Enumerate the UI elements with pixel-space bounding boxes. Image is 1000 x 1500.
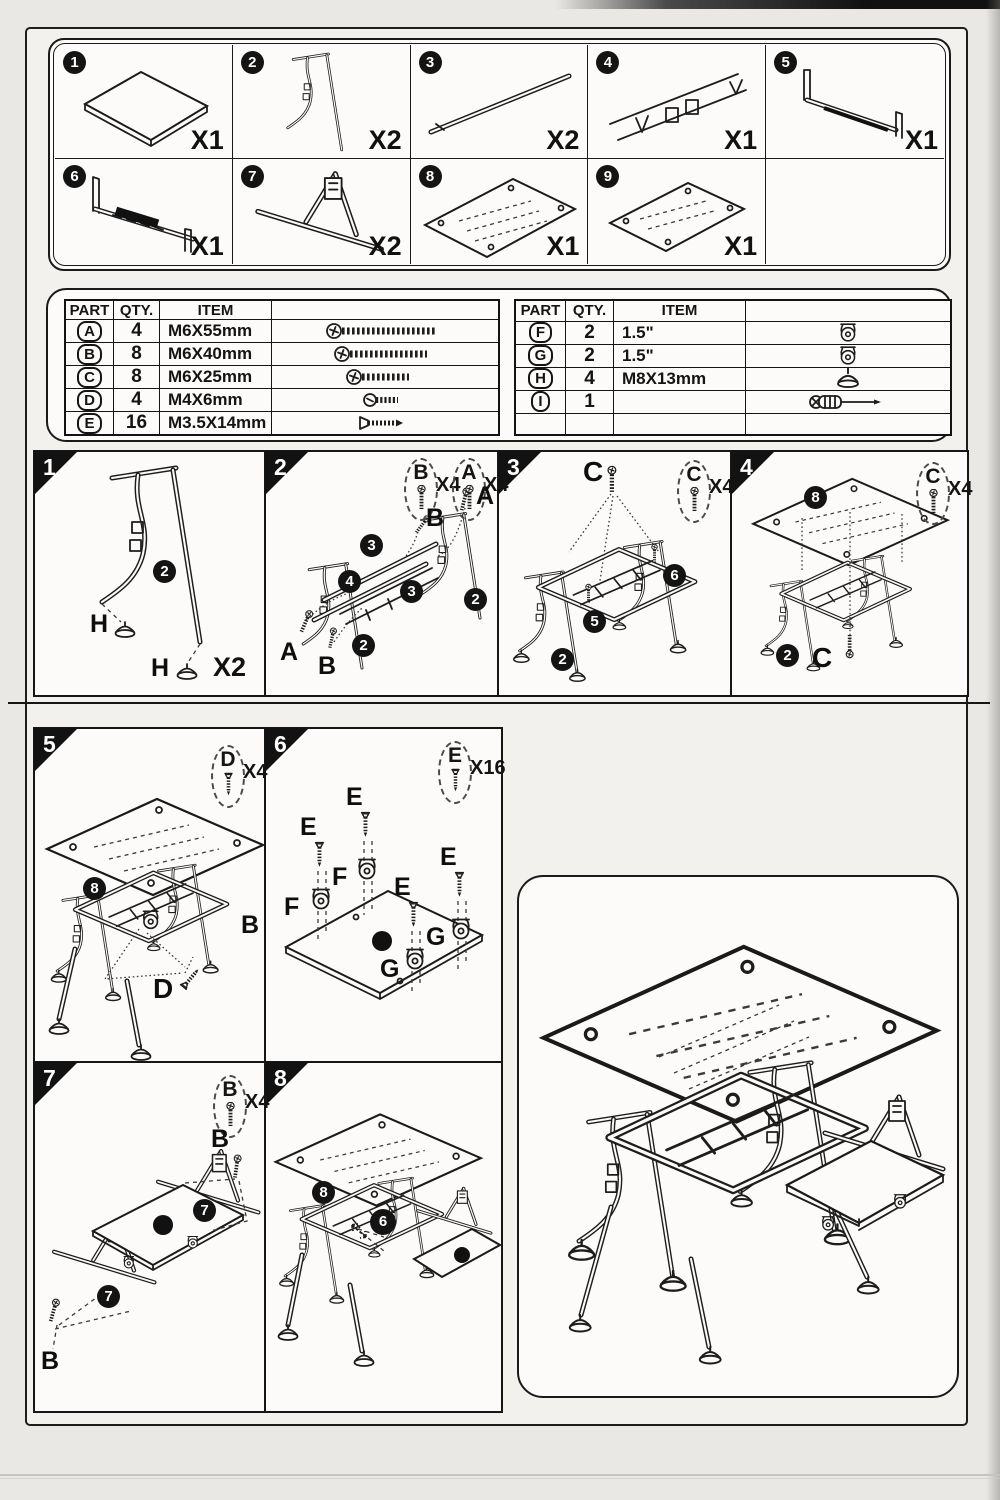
icon-cell-empty [746, 414, 950, 435]
part-cell-1 [55, 45, 233, 159]
bolt-icon [928, 489, 939, 515]
callout-count: X4 [709, 476, 734, 498]
final-desk-drawing [519, 877, 953, 1391]
part-number-badge: 6 [63, 165, 86, 188]
part-qty: 2 [566, 345, 614, 368]
part-number-badge: 4 [596, 51, 619, 74]
hardware-table-right [514, 299, 952, 436]
hardware-row-e [66, 412, 498, 434]
callout-letter: B [222, 1078, 238, 1101]
hardware-callout [916, 462, 972, 525]
col-header-icon [272, 301, 498, 320]
step-number: 3 [507, 454, 520, 480]
part-badge: 4 [338, 570, 361, 593]
col-header-item: ITEM [160, 301, 272, 320]
part-badge: 5 [583, 610, 606, 633]
part-cell-9 [588, 159, 766, 264]
hardware-letter: G [380, 955, 400, 983]
step-number: 2 [274, 454, 287, 480]
section-divider [8, 702, 990, 704]
part-count: X1 [724, 230, 758, 261]
hardware-letter: B [426, 504, 445, 532]
part-item: M6X40mm [160, 343, 272, 366]
callout-count: X16 [470, 757, 506, 779]
hardware-row-b [66, 343, 498, 366]
step-2-panel [264, 450, 509, 697]
callout-count: X4 [243, 761, 268, 783]
repeat-count: X2 [213, 652, 247, 682]
part-letter: C [77, 367, 102, 388]
bolt-icon [416, 485, 427, 511]
part-qty: 1 [566, 391, 614, 414]
callout-letter: D [220, 748, 236, 771]
part-number-badge: 1 [63, 51, 86, 74]
parts-grid [55, 45, 944, 264]
part-badge: 6 [663, 564, 686, 587]
scan-shadow-right [986, 0, 1000, 1500]
part-qty: 8 [114, 366, 160, 389]
step-3-panel [497, 450, 736, 697]
callout-letter: C [925, 465, 941, 488]
hardware-section [46, 288, 952, 442]
bolt-m6x25-icon [345, 367, 425, 387]
step-number: 1 [43, 454, 56, 480]
part-number-badge: 9 [596, 165, 619, 188]
scanner-edge-artifact [555, 0, 1000, 9]
callout-count: X4 [484, 474, 509, 496]
part-badge: 2 [776, 644, 799, 667]
part-count: X1 [904, 124, 938, 155]
hardware-letter: E [346, 783, 363, 811]
part-item: M6X25mm [160, 366, 272, 389]
part-badge: 2 [464, 588, 487, 611]
step-number: 5 [43, 731, 56, 757]
part-item [614, 414, 746, 435]
part-count: X1 [724, 124, 758, 155]
hardware-callout [211, 745, 267, 808]
part-badge: 8 [804, 486, 827, 509]
part-item: 1.5" [614, 322, 746, 345]
col-header-icon [746, 301, 950, 322]
screw-icon [223, 772, 234, 796]
step-1-panel [33, 450, 270, 697]
hardware-letter: A [280, 638, 299, 666]
part-count: X1 [190, 230, 224, 261]
hardware-letter: C [583, 456, 604, 487]
hardware-letter: G [426, 923, 446, 951]
screwdriver-icon [809, 392, 887, 412]
part-item: M4X6mm [160, 389, 272, 412]
part-count: X2 [546, 124, 580, 155]
part-badge: 8 [312, 1181, 335, 1204]
part-number-badge: 5 [774, 51, 797, 74]
hardware-callout [438, 741, 506, 804]
final-assembly-panel [517, 875, 959, 1398]
part-item: M6X55mm [160, 320, 272, 343]
part-qty: 2 [566, 322, 614, 345]
step-number: 4 [740, 454, 753, 480]
part-letter: G [528, 345, 554, 366]
hardware-letter: B [211, 1125, 230, 1153]
part-letter: I [531, 391, 549, 412]
screw-icon [450, 768, 461, 792]
callout-letter: E [447, 744, 462, 767]
part-item: M8X13mm [614, 368, 746, 391]
part-badge: 2 [153, 560, 176, 583]
part-item: 1.5" [614, 345, 746, 368]
part-qty: 8 [114, 343, 160, 366]
step-7-panel [33, 1061, 270, 1413]
col-header-qty: QTY. [114, 301, 160, 320]
foot-glide-icon [835, 368, 861, 389]
col-header-qty: QTY. [566, 301, 614, 322]
part-badge: 3 [400, 580, 423, 603]
callout-letter: B [413, 461, 429, 484]
part-cell-5 [766, 45, 944, 159]
step-4-panel [730, 450, 973, 697]
part-badge: 8 [83, 877, 106, 900]
part-qty: 4 [566, 368, 614, 391]
bolt-icon [689, 487, 700, 513]
part-letter [516, 414, 566, 435]
hardware-row-a [66, 320, 498, 343]
hardware-row-g [516, 345, 950, 368]
part-cell-8 [411, 159, 589, 264]
part-cell-7 [233, 159, 411, 264]
part-cell-6 [55, 159, 233, 264]
part-count: X2 [368, 230, 402, 261]
step-6-panel [264, 727, 506, 1067]
step-number: 8 [274, 1065, 287, 1091]
part-qty [566, 414, 614, 435]
hardware-letter: F [332, 863, 348, 891]
part-qty: 4 [114, 320, 160, 343]
part-count: X2 [368, 124, 402, 155]
part-count: X1 [546, 230, 580, 261]
callout-letter: A [461, 461, 477, 484]
part-letter: E [77, 413, 101, 434]
part-badge: 7 [193, 1199, 216, 1222]
caster-icon [836, 345, 860, 366]
part-number-badge: 7 [241, 165, 264, 188]
step-number: 7 [43, 1065, 56, 1091]
hardware-row-f [516, 322, 950, 345]
part-badge: 7 [97, 1285, 120, 1308]
part-cell-2 [233, 45, 411, 159]
parts-inventory-box [48, 38, 951, 271]
bolt-icon [464, 485, 475, 511]
hardware-callout [677, 460, 733, 523]
hardware-row-c [66, 366, 498, 389]
hardware-letter: H [90, 610, 109, 638]
bolt-m6x55-icon [325, 321, 445, 341]
callout-letter: C [686, 463, 702, 486]
part-letter: D [77, 390, 102, 411]
hardware-letter: E [300, 813, 317, 841]
part-number-badge: 3 [419, 51, 442, 74]
hardware-table-left [64, 299, 500, 436]
part-count: X1 [190, 124, 224, 155]
hardware-letter: E [440, 843, 457, 871]
part-cell-3 [411, 45, 589, 159]
hardware-letter: B [318, 652, 337, 680]
step-8-panel [264, 1061, 503, 1413]
hardware-letter: B [241, 911, 260, 939]
screw-m35x14-icon [357, 414, 413, 432]
part-qty: 4 [114, 389, 160, 412]
hardware-letter: H [151, 654, 170, 682]
paper-crease [0, 1474, 1000, 1476]
part-number-badge: 2 [241, 51, 264, 74]
screw-m4x6-icon [362, 391, 408, 409]
step-5-panel [33, 727, 270, 1067]
hardware-letter: C [812, 642, 833, 673]
step-number: 6 [274, 731, 287, 757]
hardware-row-h [516, 368, 950, 391]
part-badge: 2 [551, 648, 574, 671]
part-cell-4 [588, 45, 766, 159]
col-header-part: PART [66, 301, 114, 320]
callout-count: X4 [436, 474, 461, 496]
paper-crease-2 [0, 1478, 1000, 1479]
callout-count: X4 [245, 1091, 270, 1113]
hardware-row-empty [516, 414, 950, 435]
part-letter: H [528, 368, 553, 389]
col-header-part: PART [516, 301, 566, 322]
part-badge: 6 [370, 1209, 396, 1235]
part-badge: 2 [352, 634, 375, 657]
part-number-badge: 8 [419, 165, 442, 188]
hardware-letter: E [394, 873, 411, 901]
hardware-letter: D [153, 973, 174, 1004]
part-qty: 16 [114, 412, 160, 434]
hardware-row-d [66, 389, 498, 412]
caster-icon [836, 322, 860, 343]
hardware-row-i [516, 391, 950, 414]
part-item [614, 391, 746, 414]
part-cell-empty [766, 159, 944, 264]
hardware-letter: F [284, 893, 300, 921]
hardware-letter: A [476, 482, 495, 510]
part-letter: F [529, 322, 552, 343]
part-item: M3.5X14mm [160, 412, 272, 434]
part-letter: A [77, 321, 102, 342]
step-8-drawing [266, 1063, 501, 1411]
callout-count: X4 [948, 478, 973, 500]
part-badge: 3 [360, 534, 383, 557]
hardware-letter: B [41, 1347, 60, 1375]
col-header-item: ITEM [614, 301, 746, 322]
bolt-m6x40-icon [333, 344, 437, 364]
part-letter: B [77, 344, 102, 365]
